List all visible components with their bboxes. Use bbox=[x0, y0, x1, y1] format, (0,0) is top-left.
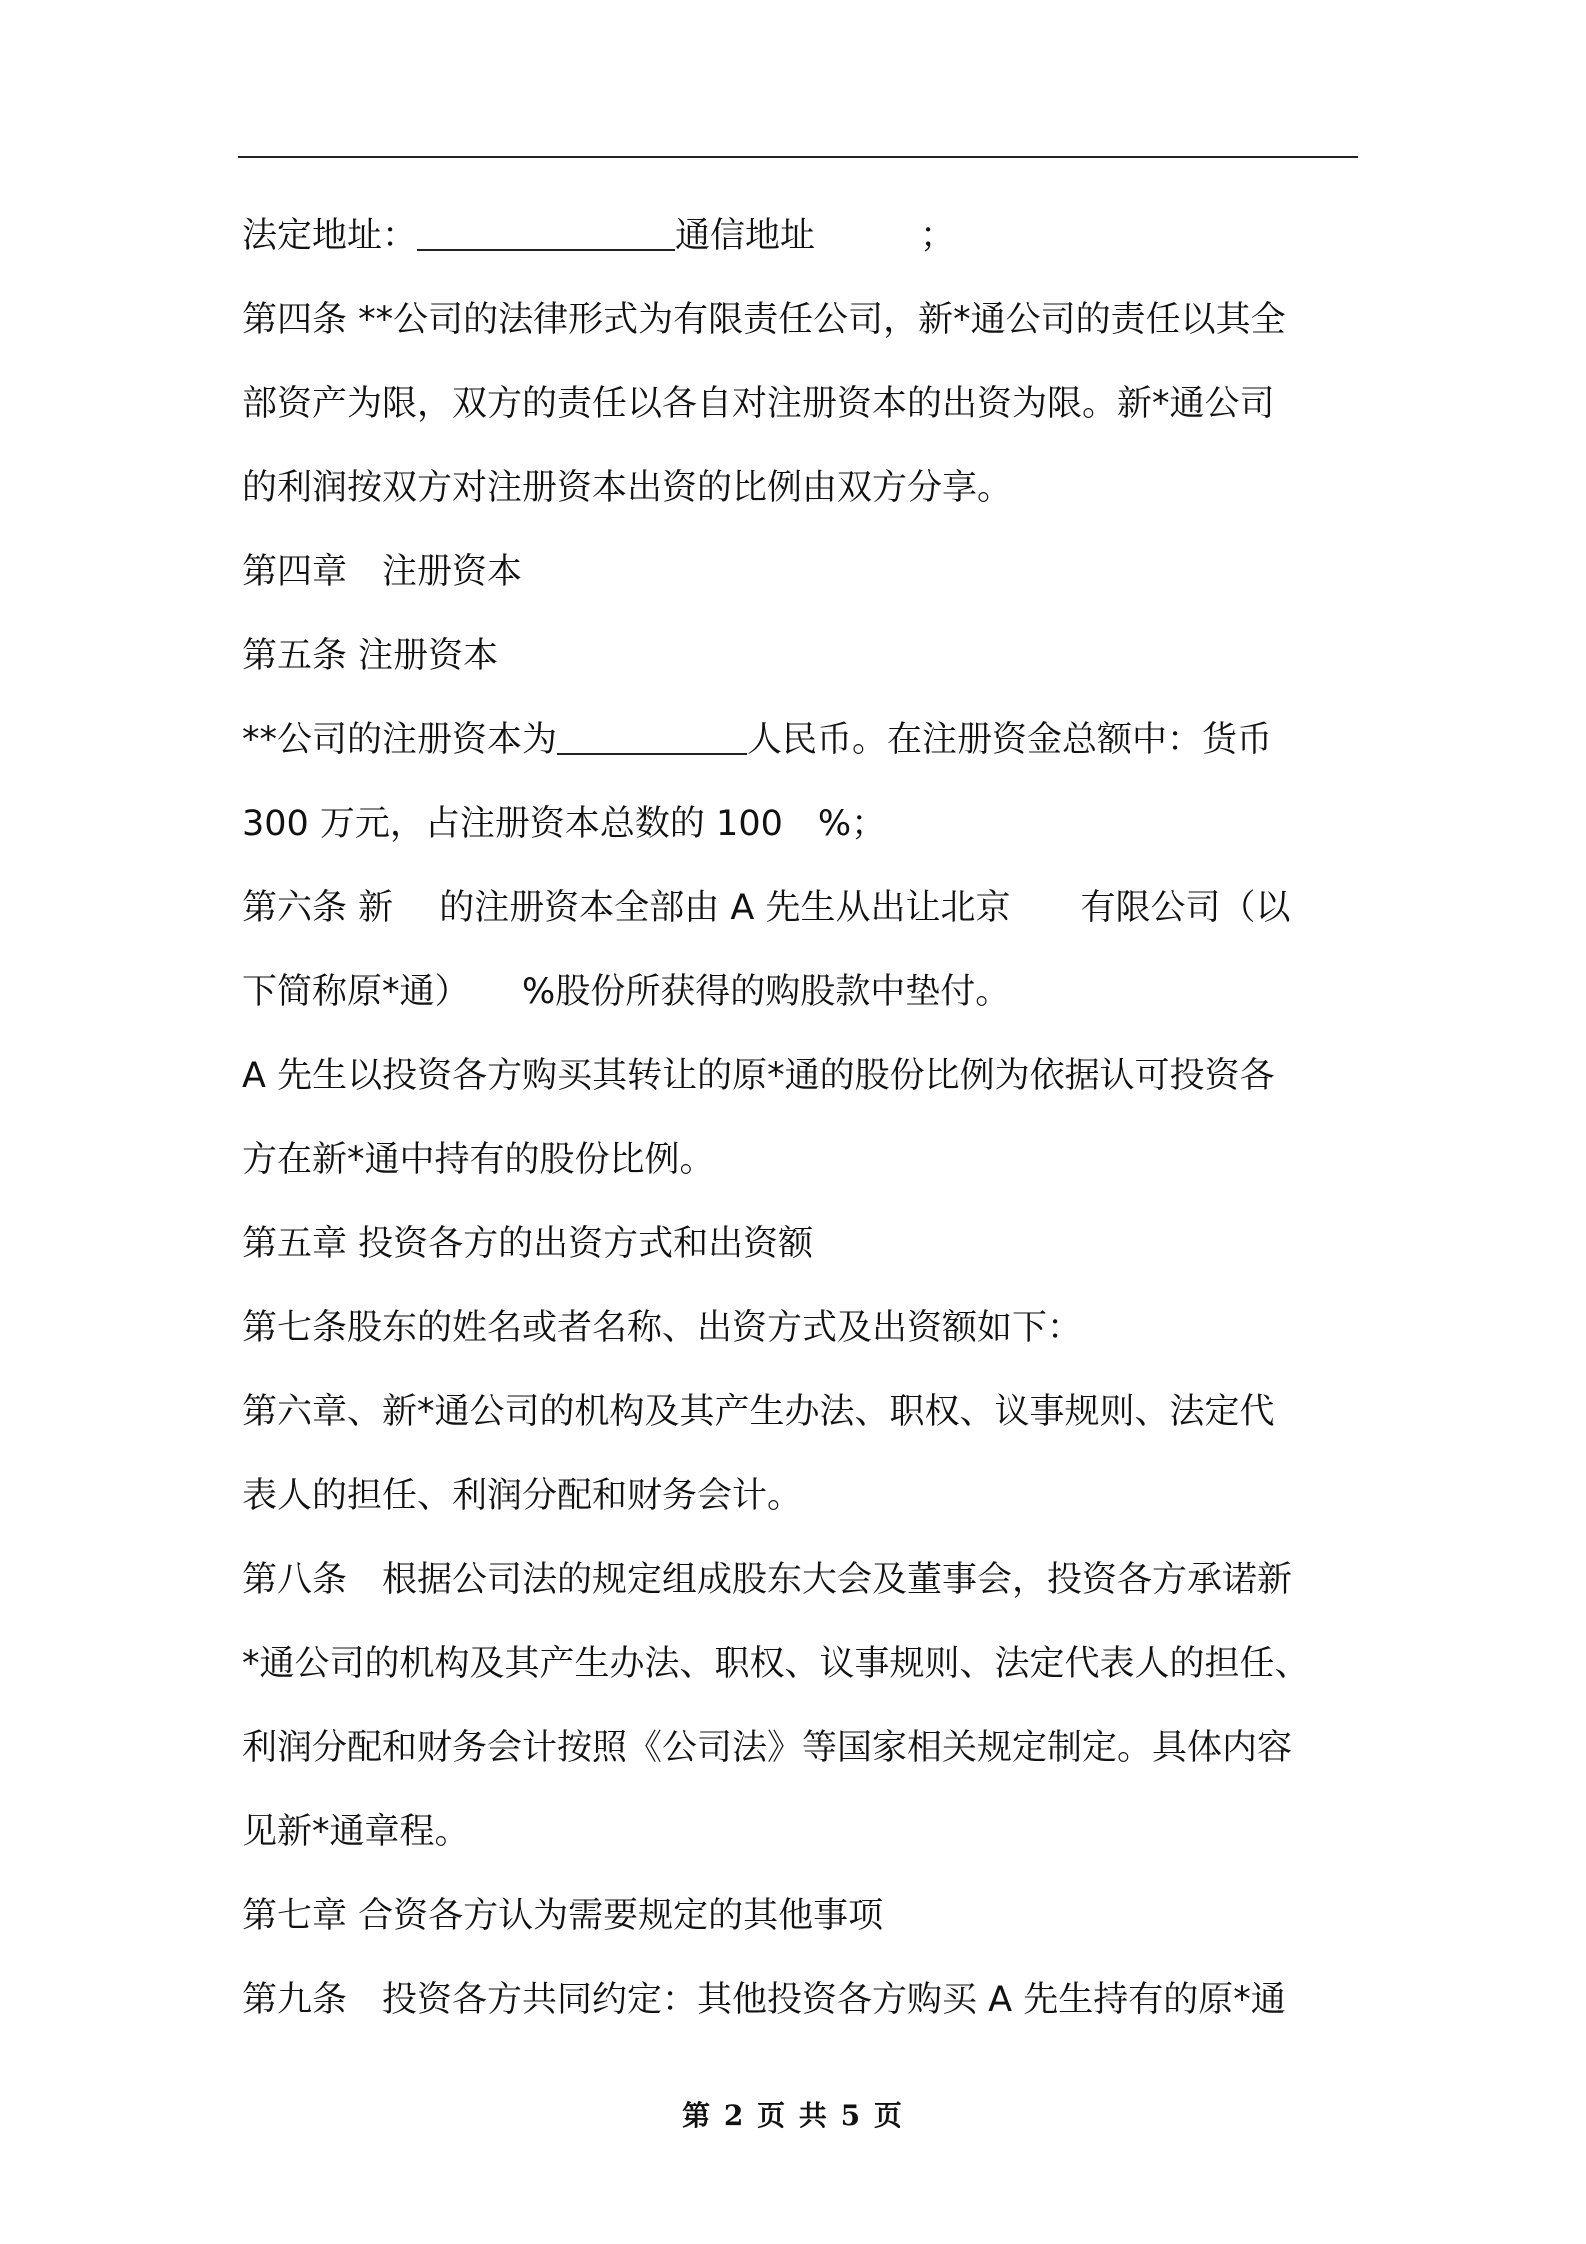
chapter-heading: 第四章 注册资本 bbox=[242, 552, 523, 592]
fill-in-blank bbox=[557, 721, 747, 755]
text-segment: 人民币。在注册资金总额中：货币 bbox=[747, 720, 1273, 760]
text-line: 第四条 **公司的法律形式为有限责任公司，新*通公司的责任以其全 bbox=[242, 300, 1286, 340]
text-line: 下简称原*通） %股份所获得的购股款中垫付。 bbox=[242, 972, 1011, 1012]
text-line: A 先生以投资各方购买其转让的原*通的股份比例为依据认可投资各 bbox=[242, 1056, 1275, 1096]
text-line bbox=[242, 194, 1362, 278]
text-line: 第六条 新 的注册资本全部由 A 先生从出让北京 有限公司（以 bbox=[242, 888, 1291, 928]
text-line: 第九条 投资各方共同约定：其他投资各方购买 A 先生持有的原*通 bbox=[242, 1980, 1286, 2020]
page-number-footer: 第 2 页 共 5 页 bbox=[682, 2099, 904, 2132]
text-line: 方在新*通中持有的股份比例。 bbox=[242, 1140, 715, 1180]
fill-in-blank bbox=[417, 217, 675, 251]
text-line: 表人的担任、利润分配和财务会计。 bbox=[242, 1476, 803, 1516]
header-rule bbox=[238, 156, 1358, 158]
field-label-legal-address: 法定地址： bbox=[242, 216, 418, 256]
chapter-heading: 第七章 合资各方认为需要规定的其他事项 bbox=[242, 1896, 884, 1936]
chapter-heading: 第五章 投资各方的出资方式和出资额 bbox=[242, 1224, 814, 1264]
text-line: 利润分配和财务会计按照《公司法》等国家相关规定制定。具体内容 bbox=[242, 1728, 1293, 1768]
chapter-heading: 第六章、新*通公司的机构及其产生办法、职权、议事规则、法定代 bbox=[242, 1392, 1275, 1432]
document-body bbox=[242, 194, 1362, 2042]
text-line: *通公司的机构及其产生办法、职权、议事规则、法定代表人的担任、 bbox=[242, 1644, 1310, 1684]
article-heading: 第五条 注册资本 bbox=[242, 636, 499, 676]
text-line bbox=[242, 698, 1362, 782]
field-label-mailing-address: 通信地址 ； bbox=[675, 216, 956, 256]
text-line: 第七条股东的姓名或者名称、出资方式及出资额如下： bbox=[242, 1308, 1083, 1348]
text-line: 见新*通章程。 bbox=[242, 1812, 470, 1852]
text-line: 的利润按双方对注册资本出资的比例由双方分享。 bbox=[242, 468, 1013, 508]
text-line: 300 万元，占注册资本总数的 100 %； bbox=[242, 804, 887, 844]
text-line: 第八条 根据公司法的规定组成股东大会及董事会，投资各方承诺新 bbox=[242, 1560, 1293, 1600]
text-line: 部资产为限，双方的责任以各自对注册资本的出资为限。新*通公司 bbox=[242, 384, 1275, 424]
text-segment: **公司的注册资本为 bbox=[242, 720, 558, 760]
